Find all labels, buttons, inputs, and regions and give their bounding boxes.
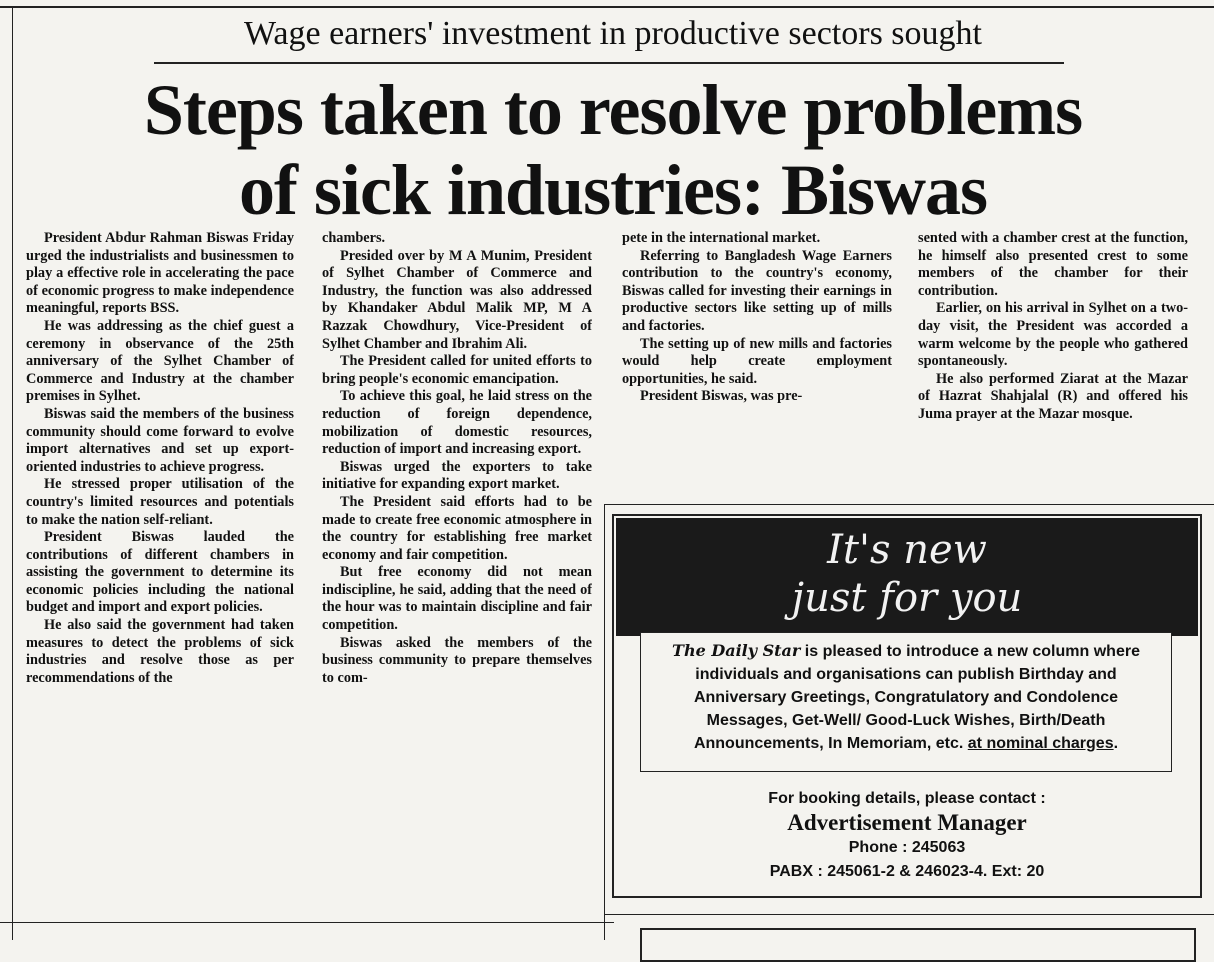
ad-body-underlined: at nominal charges — [967, 735, 1114, 752]
paragraph-continued: pete in the international market. — [622, 230, 821, 246]
kicker-headline: Wage earners' investment in productive sectors sought — [244, 15, 982, 52]
advertisement-box — [612, 514, 1202, 898]
paragraph: He stressed proper utilisation of the country's limited resources and potentials to make the nation self-reliant. — [26, 476, 294, 528]
paragraph-continued: chambers. — [322, 230, 386, 246]
paragraph: The President said efforts had to be made to create free economic atmosphere in the country for establishing free market economy and fair competition. — [322, 493, 592, 563]
ad-left-rule — [604, 504, 605, 940]
ad-top-rule — [604, 504, 1214, 505]
paragraph: Biswas urged the exporters to take initiative for expanding export market. — [322, 458, 592, 493]
ad-banner-line-2: just for you — [791, 575, 1023, 621]
bottom-right-rule — [604, 914, 1214, 915]
paragraph: Referring to Bangladesh Wage Earners contribution to the country's economy, Biswas called for investing their earnings in productive sectors like setting up of mills and factories. — [622, 247, 892, 334]
paragraph: The President called for united efforts to bring people's economic emancipation. — [322, 353, 592, 387]
paragraph: To achieve this goal, he laid stress on the reduction of foreign dependence, mobilization of domestic resources, reduction of import and increasing export. — [322, 388, 592, 458]
next-item-box — [640, 928, 1196, 962]
paragraph: He was addressing as the chief guest a ceremony in observance of the 25th anniversary of the Sylhet Chamber of Commerce and Industry at the chamber premises in Sylhet. — [26, 317, 294, 405]
paragraph: Biswas said the members of the business community should come forward to evolve import alternatives and set up export-oriented industries to achieve progress. — [26, 405, 294, 475]
ad-banner-line-1: It's new — [827, 527, 987, 573]
ad-banner — [616, 518, 1198, 636]
column-bottom-rule — [0, 922, 614, 923]
paragraph-continued: sented with a chamber crest at the function, he himself also presented crest to some members of the chamber for their contribution. — [918, 230, 1188, 299]
paragraph: But free economy did not mean indiscipline, he said, adding that the need of the hour was to maintain discipline and fair competition. — [322, 564, 592, 634]
paragraph: He also performed Ziarat at the Mazar of Hazrat Shahjalal (R) and offered his Juma prayer at the Mazar mosque. — [918, 370, 1188, 422]
article-column-2 — [322, 230, 592, 922]
top-rule — [0, 6, 1214, 8]
kicker-underline — [154, 62, 1064, 64]
headline-line-1: Steps taken to resolve problems — [143, 70, 1083, 150]
ad-contact — [616, 788, 1198, 884]
paragraph: He also said the government had taken measures to detect the problems of sick industries and resolve those as per recommendations of the — [26, 617, 294, 686]
ad-contact-label: For booking details, please contact : — [768, 790, 1046, 807]
paragraph: Presided over by M A Munim, President of Sylhet Chamber of Commerce and Industry, the function was also addressed by Khandaker Abdul Malik MP, M A Razzak Chowdhury, Vice-President of Sylhet Chamber and Ibrahim Ali. — [322, 247, 592, 352]
main-headline — [12, 70, 1214, 230]
ad-announcement — [640, 632, 1172, 772]
paragraph: Biswas asked the members of the business community to prepare themselves to com- — [322, 634, 592, 686]
ad-body-end: . — [1113, 735, 1119, 752]
paragraph: President Abdur Rahman Biswas Friday urged the industrialists and businessmen to play a effective role in accelerating the pace of economic progress to make independence meaningful, reports BSS. — [26, 230, 294, 317]
paragraph: The setting up of new mills and factories would help create employment opportunities, he said. — [622, 335, 892, 387]
ad-manager-title: Advertisement Manager — [787, 810, 1027, 835]
paragraph: Earlier, on his arrival in Sylhet on a two-day visit, the President was accorded a warm welcome by the people who gathered spontaneously. — [918, 300, 1188, 370]
headline-line-2: of sick industries: Biswas — [238, 150, 988, 230]
ad-phone: Phone : 245063 — [848, 839, 966, 856]
article-column-4 — [918, 230, 1188, 498]
newspaper-logo: The Daily Star — [672, 641, 801, 660]
ad-pabx: PABX : 245061-2 & 246023-4. Ext: 20 — [769, 863, 1045, 880]
article-column-1 — [26, 230, 294, 922]
article-column-3 — [622, 230, 892, 492]
paragraph: President Biswas lauded the contributions of different chambers in assisting the government to determine its economic policies including the national budget and import and export policies. — [26, 529, 294, 616]
paragraph: President Biswas, was pre- — [640, 388, 803, 405]
ad-body-text: is pleased to introduce a new column where individuals and organisations can publish Birthday and Anniversary Greetings, Congratulatory and Condolence Messages, Get-Well/ Good-Luck Wishes, Birth/Death Announcements, In Memoriam, etc. — [693, 643, 1140, 752]
